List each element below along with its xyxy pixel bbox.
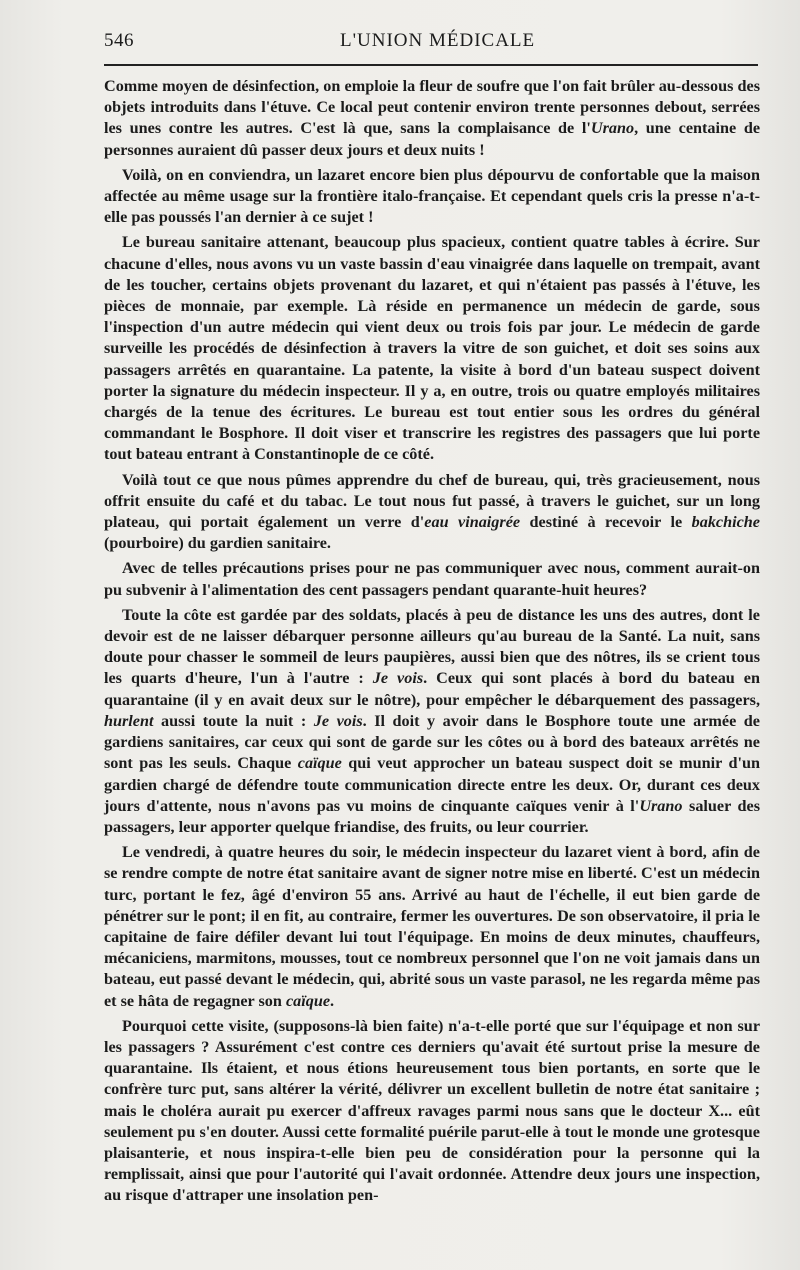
paragraph-text: Le bureau sanitaire attenant, beaucoup plus spacieux, contient quatre tables à écrire. Sur chacune d'elles, nous avons vu un vaste bassin d'eau vinaigrée dans laquelle on trempait, avant de les toucher, certains objets provenant du lazaret, et qui n'étaient pas passés à l'étuve, les pièces de monnaie, par exemple. Là réside en permanence un médecin de garde, sous l'inspection d'un autre médecin qui vient deux ou trois fois par jour. Le médecin de garde surveille les procédés de désinfection à travers la vitre de son guichet, et doit ses soins aux passagers arrêtés en quarantaine. La patente, la visite à bord d'un bateau suspect doivent porter la signature du médecin inspecteur. Il y a, en outre, trois ou quatre employés militaires chargés de la tenue des écritures. Le bureau est tout entier sous les ordres du général commandant le Bosphore. Il doit viser et transcrire les registres des passagers que lui porte tout bateau entrant à Constantinople de ce côté. (104, 233, 760, 464)
italic-text: caïque (285, 991, 331, 1010)
italic-text: eau vinaigrée (424, 513, 521, 532)
italic-text: bakchiche (691, 513, 760, 532)
italic-text: Urano (590, 119, 635, 138)
italic-text: Je vois (313, 711, 363, 730)
paragraph-text: destiné à recevoir le (520, 513, 692, 532)
paragraph-text: qui veut approcher un bateau suspect doit se munir d'un gardien chargé de défendre toute communication directe entre les deux. Or, durant ces deux jours d'attente, nous n'avons pas vu moins de cinquante caïques venir à l' (104, 754, 760, 815)
page-number: 546 (104, 30, 134, 51)
header-rule (104, 64, 758, 66)
paragraph-text: , une centaine de personnes auraient dû passer deux jours et deux nuits ! (104, 119, 761, 159)
paragraph (104, 842, 760, 1012)
paragraph (104, 232, 760, 465)
paragraph-text: (pourboire) du gardien sanitaire. (104, 534, 331, 553)
paragraph (104, 76, 760, 161)
paragraph-text: Voilà tout ce que nous pûmes apprendre du chef de bureau, qui, très gracieusement, nous offrit ensuite du café et du tabac. Le tout nous fut passé, à travers le guichet, sur un long plateau, qui portait également un verre d' (104, 470, 760, 532)
paragraph-text: Avec de telles précautions prises pour ne pas communiquer avec nous, comment aurait-on pu subvenir à l'alimentation des cent passagers pendant quarante-huit heures? (104, 559, 760, 599)
body-text (104, 76, 760, 1207)
paragraph-text: aussi toute la nuit : (153, 711, 314, 730)
paragraph (104, 558, 760, 600)
italic-text: hurlent (104, 711, 154, 730)
italic-text: caïque (297, 754, 342, 773)
paragraph-text: saluer des passagers, leur apporter quelque friandise, des fruits, ou leur courrier. (104, 796, 760, 836)
paragraph-text: . (330, 991, 335, 1010)
paragraph-text: Pourquoi cette visite, (supposons-là bien faite) n'a-t-elle porté que sur l'équipage et non sur les passagers ? Assurément c'est contre ces derniers qu'avait été surtout prise la mesure de quarantaine. Ils étaient, et nous étions heureusement tous bien portants, en sorte que le confrère turc put, sans altérer la vérité, délivrer un excellent bulletin de notre état sanitaire ; mais le choléra aurait pu exercer d'affreux ravages parmi nous sans que le docteur X... eût seulement pu s'en douter. Aussi cette formalité puérile parut-elle à tout le monde une grotesque plaisanterie, et nous inspira-t-elle bien peu de considération pour la personne qui la remplissait, ainsi que pour l'autorité qui l'avait ordonnée. Attendre deux jours une inspection, au risque d'attraper une insolation pen- (104, 1016, 760, 1205)
paragraph (104, 165, 760, 229)
page-header (104, 30, 762, 62)
paragraph (104, 1016, 760, 1207)
paragraph-text: . Ceux qui sont placés à bord du bateau en quarantaine (il y en avait deux sur le nôtre), pour empêcher le débarquement des passagers, (104, 669, 760, 709)
paragraph-text: . Il doit y avoir dans le Bosphore toute une armée de gardiens sanitaires, car ceux qui sont de garde sur les côtes ou à bord des bateaux arrêtés ne sont pas les seuls. Chaque (104, 711, 760, 773)
paragraph (104, 470, 760, 555)
italic-text: Urano (639, 796, 683, 815)
paragraph-text: Le vendredi, à quatre heures du soir, le médecin inspecteur du lazaret vient à bord, afin de se rendre compte de notre état sanitaire avant de signer notre mise en liberté. C'est un médecin turc, portant le fez, âgé d'environ 55 ans. Arrivé au haut de l'échelle, il eut bien garde de pénétrer sur le pont; il en fit, au contraire, fermer les ouvertures. De son observatoire, il pria le capitaine de faire défiler devant lui tout l'équipage. En moins de deux minutes, chauffeurs, mécaniciens, marmitons, mousses, tout ce nombreux personnel que l'on ne voit jamais dans un bateau, eut passé devant le médecin, qui, abrité sous un vaste parasol, ne les regarda même pas et se hâta de regagner son (104, 843, 760, 1010)
paragraph-text: Voilà, on en conviendra, un lazaret encore bien plus dépourvu de confortable que la maison affectée au même usage sur la frontière italo-française. Et cependant quels cris la presse n'a-t-elle pas poussés l'an dernier à ce sujet ! (104, 165, 760, 227)
running-title: L'UNION MÉDICALE (340, 30, 536, 51)
paragraph-text: Comme moyen de désinfection, on emploie la fleur de soufre que l'on fait brûler au-dessous des objets introduits dans l'étuve. Ce local peut contenir environ trente personnes debout, serrées les unes contre les autres. C'est là que, sans la complaisance de l' (104, 77, 760, 138)
italic-text: Je vois (372, 669, 424, 688)
paragraph (104, 605, 760, 838)
paragraph-text: Toute la côte est gardée par des soldats, placés à peu de distance les uns des autres, dont le devoir est de ne laisser débarquer personne ailleurs qu'au bureau de la Santé. La nuit, sans doute pour chasser le sommeil de leurs paupières, aussi bien que des nôtres, ils se crient tous les quarts d'heure, l'un à l'autre : (104, 605, 760, 688)
